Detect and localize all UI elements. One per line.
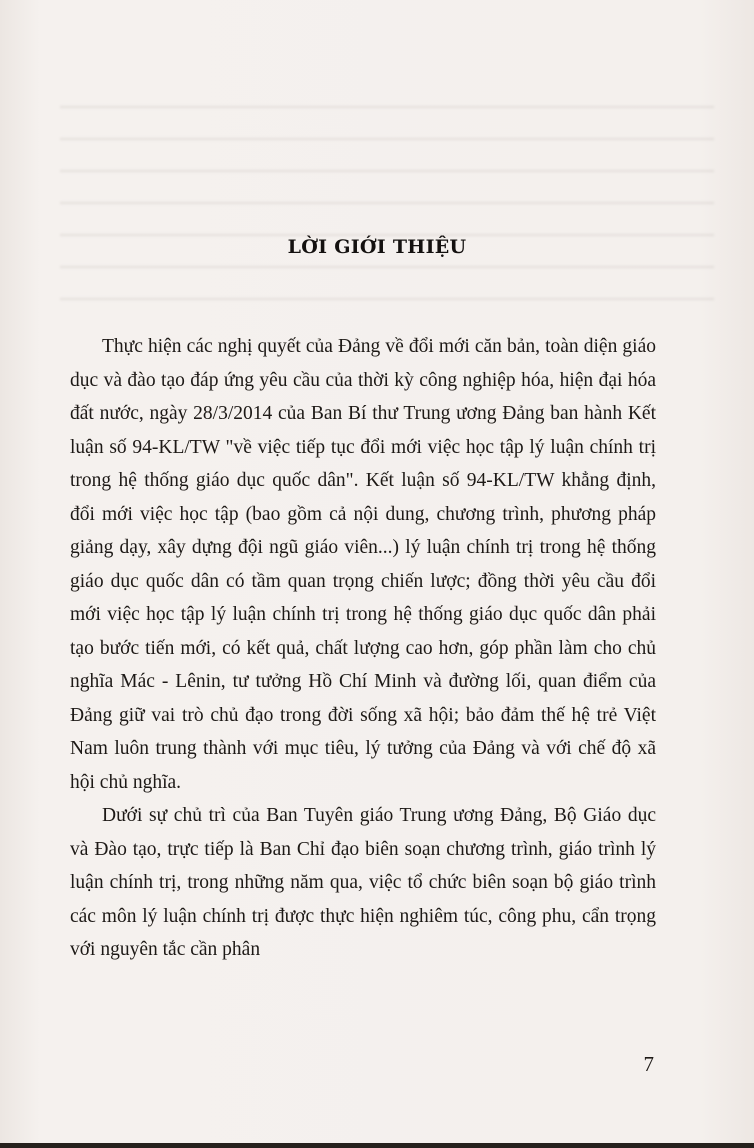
paragraph-2: Dưới sự chủ trì của Ban Tuyên giáo Trung ương Đảng, Bộ Giáo dục và Đào tạo, trực tiếp là Ban Chỉ đạo biên soạn chương trình, giáo trình lý luận chính trị, trong những năm qua, việc tổ chức biên soạn bộ giáo trình các môn lý luận chính trị được thực hiện nghiêm túc, công phu, cẩn trọng với nguyên tắc cần phân [70,805,656,960]
paragraph-1: Thực hiện các nghị quyết của Đảng về đổi mới căn bản, toàn diện giáo dục và đào tạo đáp ứng yêu cầu của thời kỳ công nghiệp hóa, hiện đại hóa đất nước, ngày 28/3/2014 của Ban Bí thư Trung ương Đảng ban hành Kết luận số 94-KL/TW "về việc tiếp tục đổi mới việc học tập lý luận chính trị trong hệ thống giáo dục quốc dân". Kết luận số 94-KL/TW khẳng định, đổi mới việc học tập (bao gồm cả nội dung, chương trình, phương pháp giảng dạy, xây dựng đội ngũ giáo viên...) lý luận chính trị trong hệ thống giáo dục quốc dân có tầm quan trọng chiến lược; đồng thời yêu cầu đổi mới việc học tập lý luận chính trị trong hệ thống giáo dục quốc dân phải tạo bước tiến mới, có kết quả, chất lượng cao hơn, góp phần làm cho chủ nghĩa Mác - Lênin, tư tưởng Hồ Chí Minh và đường lối, quan điểm của Đảng giữ vai trò chủ đạo trong đời sống xã hội; bảo đảm thế hệ trẻ Việt Nam luôn trung thành với mục tiêu, lý tưởng của Đảng và với chế độ xã hội chủ nghĩa. [70,336,656,793]
page-number: 7 [643,1052,654,1076]
show-through-text [60,84,714,304]
body-text [70,330,656,967]
page-title: LỜI GIỚI THIỆU [287,236,467,258]
page-bottom-edge [0,1143,754,1148]
